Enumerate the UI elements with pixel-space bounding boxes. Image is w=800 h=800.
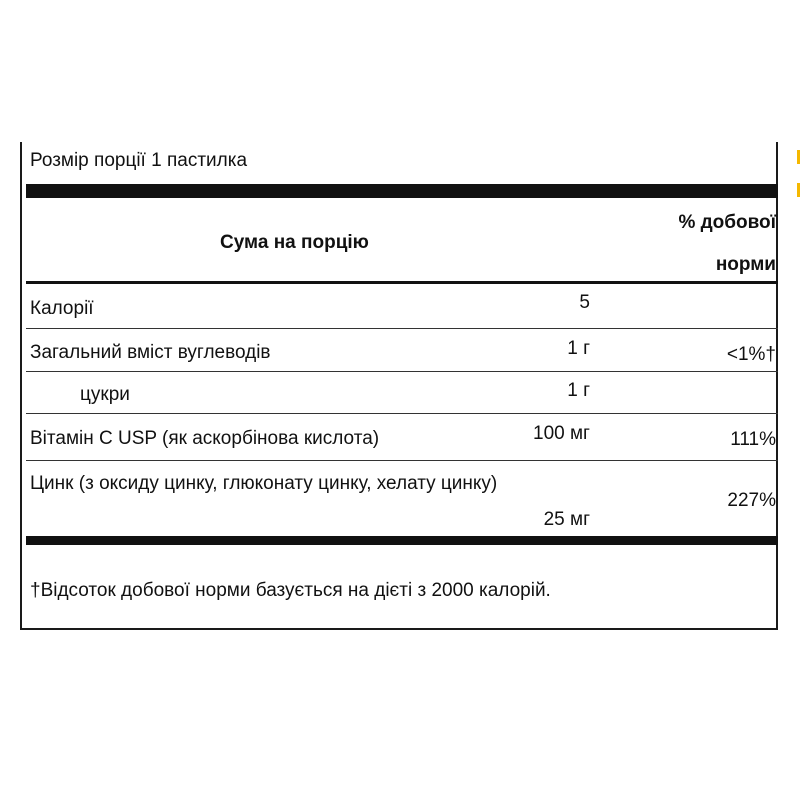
row-amount-vitamin-c: 100 мг [533,423,590,444]
amount-per-serving-header: Сума на порцію [220,232,369,253]
row-divider [26,328,778,329]
row-name-calories: Калорії [30,298,94,319]
row-amount-sugars: 1 г [567,380,590,401]
row-dv-carbs: <1%† [726,344,776,365]
row-dv-zinc: 227% [727,490,776,511]
bottom-thick-rule [26,536,778,545]
row-name-carbs: Загальний вміст вуглеводів [30,342,271,363]
top-thick-rule [26,184,778,198]
row-amount-carbs: 1 г [567,338,590,359]
row-name-sugars: цукри [80,384,130,405]
row-name-zinc: Цинк (з оксиду цинку, глюконату цинку, хелату цинку) [30,473,498,494]
daily-value-header-line2: норми [715,254,776,275]
row-divider [26,371,778,372]
row-dv-vitamin-c: 111% [730,429,776,450]
row-amount-zinc: 25 мг [543,509,590,530]
header-rule [26,281,778,284]
serving-size: Розмір порції 1 пастилка [30,150,248,171]
daily-value-header-line1: % добової [678,212,776,233]
row-amount-calories: 5 [579,292,590,313]
row-divider [26,460,778,461]
row-name-vitamin-c: Вітамін C USP (як аскорбінова кислота) [30,428,380,449]
supplement-facts-panel [20,142,778,630]
footnote: †Відсоток добової норми базується на дієті з 2000 калорій. [30,580,551,601]
row-divider [26,413,778,414]
